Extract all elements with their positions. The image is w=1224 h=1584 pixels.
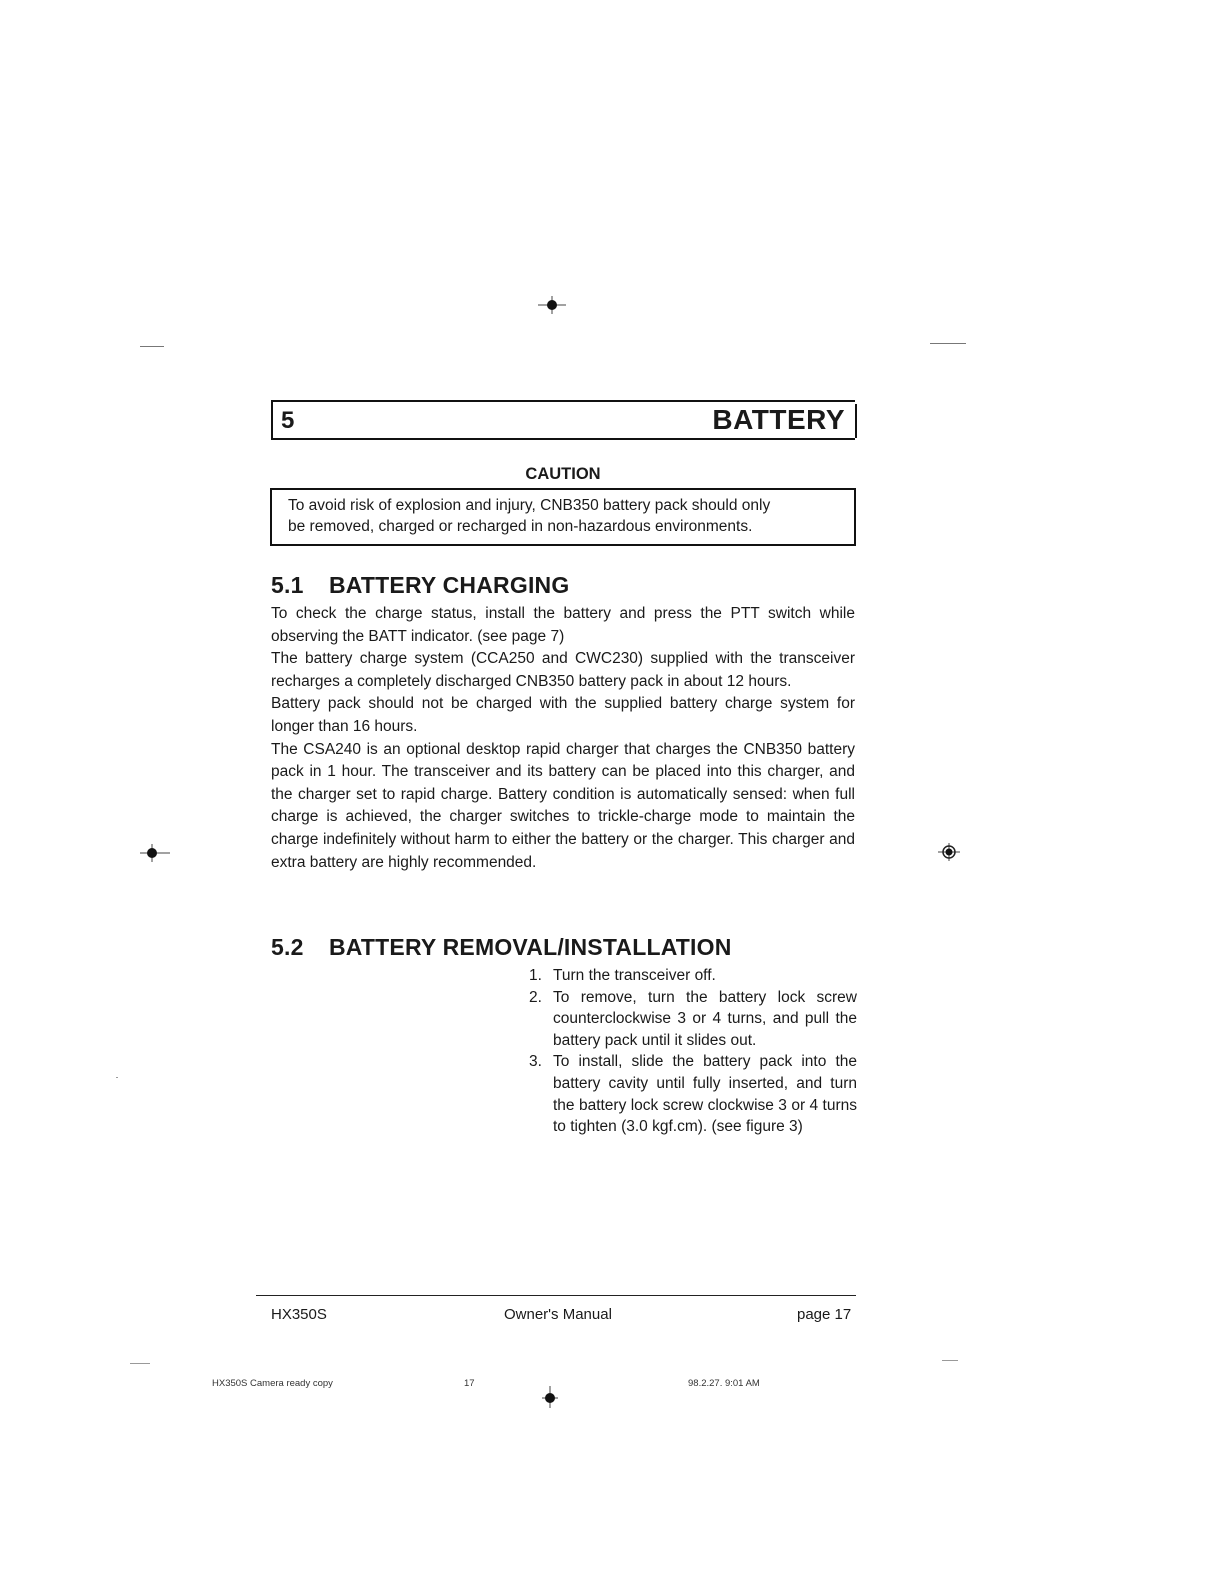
crop-mark-bottom-left	[130, 1363, 150, 1364]
footer-page: page 17	[797, 1306, 852, 1323]
step-text: To remove, turn the battery lock screw counterclockwise 3 or 4 turns, and pull the battery pack until it slides out.	[553, 988, 857, 1049]
print-sheet-number: 17	[464, 1378, 475, 1389]
footer-rule	[256, 1295, 856, 1296]
registration-mark-bottom-icon	[538, 1386, 556, 1404]
registration-mark-top-icon	[538, 296, 556, 314]
paragraph: To check the charge status, install the battery and press the PTT switch while observing the BATT indicator. (see page 7)	[271, 605, 855, 645]
chapter-title: BATTERY	[712, 404, 845, 435]
chapter-header-edge	[855, 404, 857, 438]
section-number: 5.2	[271, 934, 304, 960]
list-item	[527, 987, 857, 1052]
section-heading-removal	[271, 934, 732, 961]
paragraph: The battery charge system (CCA250 and CWC230) supplied with the transceiver recharges a completely discharged CNB350 battery pack in about 12 hours.	[271, 650, 855, 690]
registration-mark-left-icon	[140, 844, 158, 862]
footer-manual: Owner's Manual	[504, 1306, 612, 1323]
section-title: BATTERY CHARGING	[329, 572, 570, 598]
chapter-number: 5	[281, 407, 295, 434]
charging-body	[271, 603, 855, 874]
step-number: 2.	[529, 988, 542, 1006]
step-text: Turn the transceiver off.	[553, 967, 716, 984]
step-number: 3.	[529, 1053, 542, 1071]
registration-mark-right-icon	[936, 842, 954, 860]
crop-mark-bottom-right	[942, 1360, 958, 1361]
crop-mark-top-left	[140, 346, 164, 347]
print-file-label: HX350S Camera ready copy	[212, 1378, 333, 1389]
section-number: 5.1	[271, 572, 304, 598]
print-timestamp: 98.2.27. 9:01 AM	[688, 1378, 760, 1389]
section-heading-charging	[271, 572, 569, 599]
caution-line-2: be removed, charged or recharged in non-hazardous environments.	[288, 518, 753, 535]
step-text: To install, slide the battery pack into the battery cavity until fully inserted, and turn the battery lock screw clockwise 3 or 4 turns to tighten (3.0 kgf.cm). (see figure 3)	[553, 1053, 857, 1136]
chapter-header	[271, 400, 855, 440]
paragraph: Battery pack should not be charged with the supplied battery charge system for longer than 16 hours.	[271, 695, 855, 735]
caution-box	[270, 488, 856, 546]
paragraph: The CSA240 is an optional desktop rapid charger that charges the CNB350 battery pack in 1 hour. The transceiver and its battery can be placed into this charger, and the charger set to rapid charge. Battery condition is automatically sensed: when full charge is achieved, the charger switches to trickle-charge mode to maintain the charge indefinitely without harm to either the battery or the charger. This charger and extra battery are highly recommended.	[271, 740, 855, 871]
crop-mark-top-right	[930, 343, 966, 344]
caution-title: CAUTION	[525, 465, 601, 483]
footer-model: HX350S	[271, 1306, 327, 1323]
removal-steps	[527, 965, 857, 1138]
step-number: 1.	[529, 967, 542, 984]
speck-mark	[116, 1077, 118, 1078]
list-item	[527, 965, 857, 987]
list-item	[527, 1051, 857, 1137]
section-title: BATTERY REMOVAL/INSTALLATION	[329, 934, 732, 960]
caution-line-1: To avoid risk of explosion and injury, CNB350 battery pack should only	[288, 497, 771, 514]
